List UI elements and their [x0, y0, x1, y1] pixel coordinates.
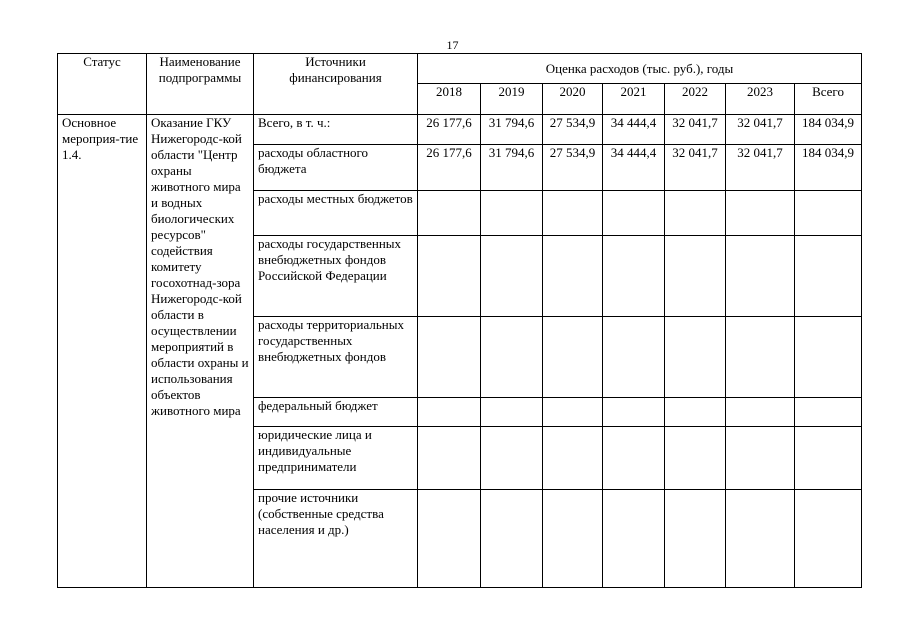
value-cell [543, 427, 603, 490]
value-cell [665, 191, 726, 236]
table-row [58, 115, 862, 145]
page-number: 17 [446, 38, 459, 52]
value-cell [418, 427, 481, 490]
header-expenses-estimate: Оценка расходов (тыс. руб.), годы [418, 54, 862, 84]
value-cell [543, 398, 603, 427]
value-cell [481, 317, 543, 398]
value-cell [543, 317, 603, 398]
value-cell [603, 191, 665, 236]
value-cell [418, 490, 481, 588]
value-cell [543, 191, 603, 236]
source-label: расходы государственных внебюджетных фондов Российской Федерации [254, 236, 418, 317]
value-cell [726, 317, 795, 398]
total-cell [795, 490, 862, 588]
total-cell [795, 427, 862, 490]
header-year: 2019 [481, 84, 543, 115]
source-label: юридические лица и индивидуальные предприниматели [254, 427, 418, 490]
value-cell: 32 041,7 [665, 115, 726, 145]
value-cell: 32 041,7 [726, 115, 795, 145]
value-cell [418, 317, 481, 398]
total-cell: 184 034,9 [795, 145, 862, 191]
value-cell [481, 236, 543, 317]
total-cell [795, 317, 862, 398]
value-cell [543, 490, 603, 588]
total-cell [795, 398, 862, 427]
value-cell [603, 236, 665, 317]
header-status: Статус [58, 54, 147, 115]
value-cell [481, 490, 543, 588]
value-cell: 32 041,7 [665, 145, 726, 191]
value-cell [726, 191, 795, 236]
header-row [58, 54, 862, 84]
value-cell [418, 191, 481, 236]
source-label: прочие источники (собственные средства населения и др.) [254, 490, 418, 588]
subprogram-name-cell: Оказание ГКУ Нижегородс-кой области "Центр охраны животного мира и водных биологических ресурсов" содействия комитету госохотнад-зора Нижегородс-кой области в осуществлении мероприятий в области охраны и использования объектов животного мира [147, 115, 254, 588]
value-cell: 34 444,4 [603, 145, 665, 191]
source-label: Всего, в т. ч.: [254, 115, 418, 145]
value-cell [481, 427, 543, 490]
value-cell [726, 398, 795, 427]
total-cell [795, 236, 862, 317]
header-year: 2021 [603, 84, 665, 115]
value-cell: 27 534,9 [543, 115, 603, 145]
value-cell [543, 236, 603, 317]
value-cell [603, 427, 665, 490]
value-cell: 31 794,6 [481, 145, 543, 191]
value-cell [481, 191, 543, 236]
value-cell [603, 317, 665, 398]
header-subprogram-name: Наименование подпрограммы [147, 54, 254, 115]
value-cell: 26 177,6 [418, 115, 481, 145]
value-cell: 26 177,6 [418, 145, 481, 191]
value-cell: 31 794,6 [481, 115, 543, 145]
value-cell [665, 398, 726, 427]
value-cell: 32 041,7 [726, 145, 795, 191]
header-funding-sources: Источники финансирования [254, 54, 418, 115]
header-year: 2020 [543, 84, 603, 115]
header-year: 2018 [418, 84, 481, 115]
source-label: федеральный бюджет [254, 398, 418, 427]
value-cell: 27 534,9 [543, 145, 603, 191]
value-cell [603, 398, 665, 427]
value-cell [726, 490, 795, 588]
value-cell [418, 236, 481, 317]
value-cell [665, 427, 726, 490]
status-cell: Основное мероприя-тие 1.4. [58, 115, 147, 588]
value-cell [665, 317, 726, 398]
source-label: расходы территориальных государственных внебюджетных фондов [254, 317, 418, 398]
header-year: 2023 [726, 84, 795, 115]
value-cell [481, 398, 543, 427]
value-cell [665, 490, 726, 588]
budget-table [57, 53, 862, 588]
source-label: расходы местных бюджетов [254, 191, 418, 236]
source-label: расходы областного бюджета [254, 145, 418, 191]
value-cell [726, 427, 795, 490]
total-cell [795, 191, 862, 236]
value-cell: 34 444,4 [603, 115, 665, 145]
value-cell [665, 236, 726, 317]
value-cell [726, 236, 795, 317]
total-cell: 184 034,9 [795, 115, 862, 145]
value-cell [603, 490, 665, 588]
header-year: 2022 [665, 84, 726, 115]
value-cell [418, 398, 481, 427]
header-total: Всего [795, 84, 862, 115]
